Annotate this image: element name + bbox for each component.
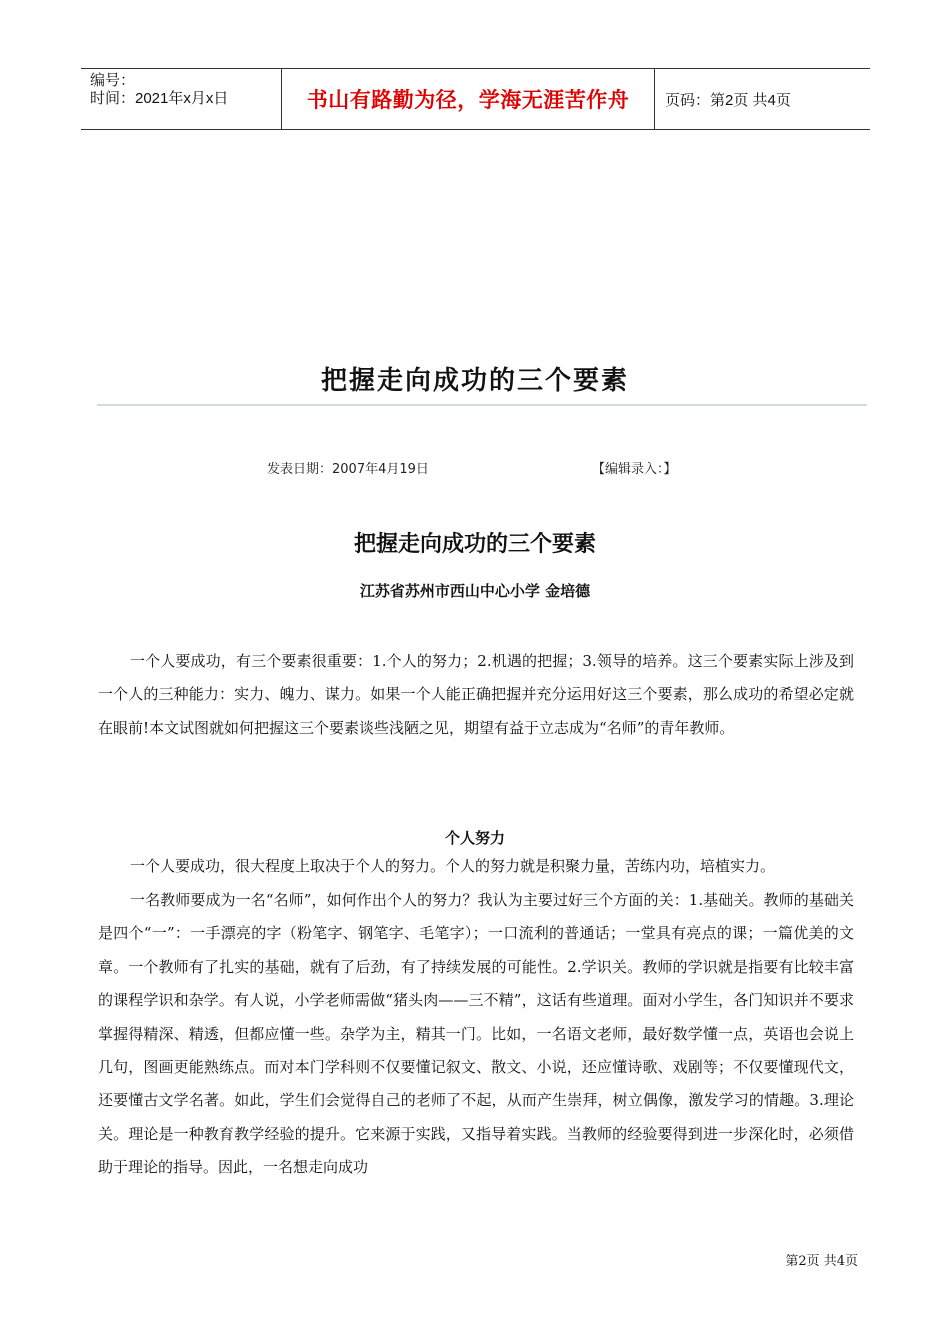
serial-number-label: 编号： [90,72,136,89]
publish-date: 发表日期：2007年4月19日 [267,462,429,477]
title-divider [97,404,867,406]
article-title: 把握走向成功的三个要素 [320,366,629,396]
intro-paragraph: 一个人要成功，有三个要素很重要：1.个人的努力；2.机遇的把握；3.领导的培养。这三个要素实际上涉及到一个人的三种能力：实力、魄力、谋力。如果一个人能正确把握并充分运用好这三个要素，那么成功的希望必定就在眼前!本文试图就如何把握这三个要素谈些浅陋之见，期望有益于立志成为“名师”的青年教师。 [98,652,854,737]
article-author: 江苏省苏州市西山中心小学 金培德 [359,582,591,600]
header-page-info: 页码：第2页 共4页 [665,91,791,109]
time-label: 时间：2021年x月x日 [90,90,229,107]
body-paragraph: 一个人要成功，很大程度上取决于个人的努力。个人的努力就是积聚力量，苦练内功，培植实力。 [130,857,776,875]
header-page-cell [655,69,870,129]
header-motto-cell [282,69,655,129]
header-motto: 书山有路勤为径，学海无涯苦作舟 [306,88,630,112]
section-heading: 个人努力 [444,829,505,847]
editor-label: 【编辑录入：】 [592,462,677,477]
article-subtitle: 把握走向成功的三个要素 [353,532,596,557]
header-meta-cell [81,69,282,129]
body-paragraph: 一名教师要成为一名“名师”，如何作出个人的努力？我认为主要过好三个方面的关：1.基础关。教师的基础关是四个“一”：一手漂亮的字（粉笔字、钢笔字、毛笔字）；一口流利的普通话；一堂具有亮点的课；一篇优美的文章。一个教师有了扎实的基础，就有了后劲，有了持续发展的可能性。2.学识关。教师的学识就是指要有比较丰富的课程学识和杂学。有人说，小学老师需做“猪头肉——三不精”，这话有些道理。面对小学生，各门知识并不要求掌握得精深、精透，但都应懂一些。杂学为主，精其一门。比如，一名语文老师，最好数学懂一点，英语也会说上几句，图画更能熟练点。而对本门学科则不仅要懂记叙文、散文、小说，还应懂诗歌、戏剧等；不仅要懂现代文，还要懂古文学名著。如此，学生们会觉得自己的老师了不起，从而产生崇拜，树立偶像，激发学习的情趣。3.理论关。理论是一种教育教学经验的提升。它来源于实践，又指导着实践。当教师的经验要得到进一步深化时，必须借助于理论的指导。因此，一名想走向成功 [98,891,854,1177]
footer-page-info: 第2页 共4页 [785,1254,858,1269]
page-header-table [81,68,870,130]
